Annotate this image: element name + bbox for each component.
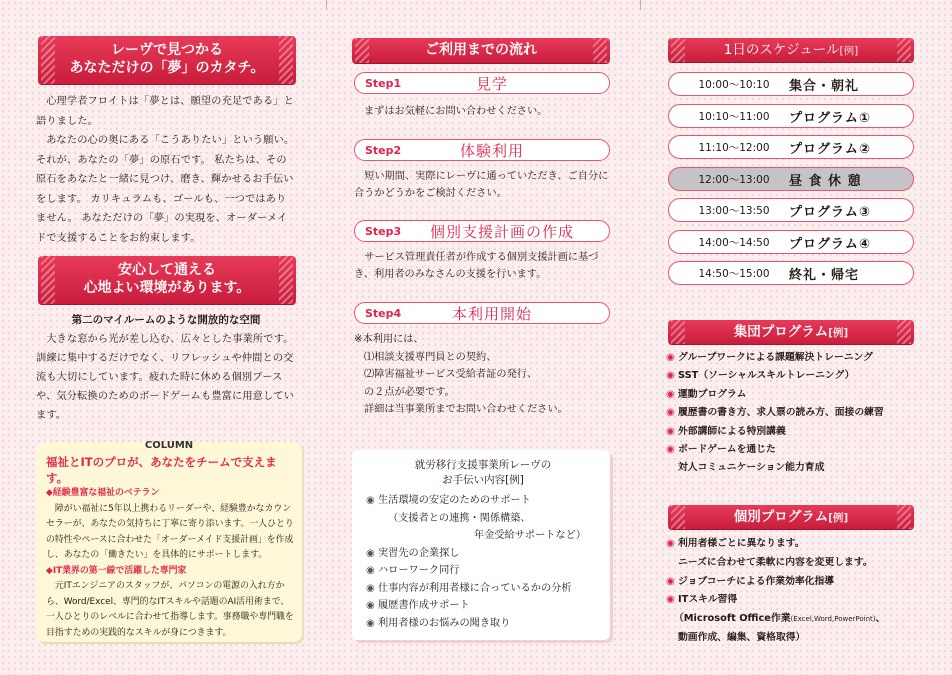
schedule-time: 14:50～15:00 — [698, 267, 770, 280]
indiv-item-text: ジョブコーチによる作業効率化指導 — [678, 575, 835, 587]
schedule-time: 10:00～10:10 — [698, 78, 770, 91]
group-item — [666, 404, 928, 422]
group-item — [666, 441, 928, 459]
schedule-activity: プログラム① — [789, 110, 871, 126]
group-item — [666, 367, 928, 385]
group-item-text: 運動プログラム — [678, 388, 747, 400]
support-item-text: 履歴書作成サポート — [378, 600, 470, 611]
bullet-icon: ◉ — [366, 495, 375, 506]
indiv-item — [666, 535, 928, 554]
note-line-2: ⑴相談支援専門員との契約、 — [364, 351, 497, 363]
usage-note — [354, 331, 612, 419]
support-item-text: 生活環境の安定のためのサポート — [378, 495, 531, 506]
heading-env-line2: 心地よい環境があります。 — [83, 280, 251, 296]
heading-env-line1: 安心して通える — [118, 262, 216, 278]
bullet-icon: ◉ — [666, 594, 675, 606]
bullet-icon: ◉ — [666, 370, 675, 382]
support-item-text: 実習先の企業探し — [378, 547, 460, 559]
bullet-icon: ◉ — [666, 575, 675, 587]
note-line-4: の２点が必要です。 — [364, 386, 455, 398]
step-2 — [354, 139, 610, 161]
group-item-text: SST（ソーシャルスキルトレーニング） — [678, 370, 855, 382]
step-3-title: 個別支援計画の作成 — [429, 222, 574, 241]
indiv-it-text: （Microsoft Office作業 — [674, 613, 791, 625]
env-subtitle: 第二のマイルームのような開放的な空間 — [71, 314, 261, 326]
indiv-it-apps: (Excel,Word,PowerPoint) — [790, 615, 876, 624]
schedule-activity: 集合・朝礼 — [789, 78, 860, 94]
column-item2-head: ◆IT業界の第一線で活躍した専門家 — [46, 565, 187, 576]
schedule-activity: プログラム③ — [789, 204, 871, 220]
heading-environment — [38, 256, 296, 304]
heading-individual-program — [668, 505, 914, 529]
heading-dream — [38, 36, 296, 84]
group-item — [666, 349, 928, 367]
indiv-item-continuation: ニーズに合わせて柔軟に内容を変更します。 — [678, 556, 873, 568]
schedule-activity: プログラム④ — [789, 236, 871, 252]
bullet-icon: ◉ — [666, 388, 675, 400]
step-2-desc: 短い期間、実際にレーヴに通っていただき、ご自分に合うかどうかをご検討ください。 — [354, 171, 609, 199]
group-item-text: 履歴書の書き方、求人票の読み方、面接の練習 — [678, 407, 884, 419]
group-program-list — [666, 349, 928, 478]
column-box — [36, 442, 302, 642]
step-3-number: Step3 — [365, 224, 402, 238]
intro-paragraph-1: 心理学者フロイトは「夢とは、願望の充足である」と語りました。 — [36, 96, 294, 127]
heading-dream-line1: レーヴで見つかる — [111, 42, 223, 58]
step-3 — [354, 220, 610, 242]
group-item-text: グループワークによる課題解決トレーニング — [678, 352, 873, 363]
column-title: 福祉とITのプロが、あなたをチームで支えます。 — [46, 455, 277, 485]
indiv-item-text: 利用者様ごとに異なります。 — [678, 538, 805, 549]
schedule-activity: プログラム② — [789, 141, 871, 157]
heading-group-program — [668, 320, 914, 344]
bullet-icon: ◉ — [366, 600, 375, 611]
heading-flow-text: ご利用までの流れ — [425, 42, 537, 58]
step-1 — [354, 72, 610, 94]
support-title-line1: 就労移行支援事業所レーヴの — [414, 459, 552, 471]
heading-schedule-text: 1日のスケジュール — [723, 42, 840, 58]
heading-schedule-tag: [例] — [839, 45, 859, 57]
heading-indiv-text: 個別プログラム — [733, 509, 829, 525]
bullet-icon: ◉ — [366, 565, 375, 576]
heading-flow — [352, 38, 610, 63]
env-text: 大きな窓から光が差し込む、広々とした事業所です。訓練に集中するだけでなく、リフレッシュや仲間との交流も大切にしています。疲れた時に休める個別ブースや、気分転換のためのボードゲームも豊富に用意しています。 — [36, 334, 295, 421]
indiv-it-tail: 、 — [875, 613, 886, 625]
heading-indiv-tag: [例] — [828, 512, 849, 524]
group-item-continuation: 対人コミュニケーション能力育成 — [678, 462, 825, 474]
bullet-icon: ◉ — [666, 407, 675, 419]
heading-schedule — [668, 38, 914, 62]
heading-group-text: 集団プログラム — [733, 324, 829, 340]
support-item-text: ハローワーク同行 — [378, 565, 460, 576]
column-badge: COLUMN — [144, 440, 194, 451]
bullet-icon: ◉ — [666, 352, 675, 363]
support-item-text: 仕事内容が利用者様に合っているかの分析 — [378, 582, 572, 594]
support-item — [366, 615, 600, 633]
indiv-it-detail-line1 — [666, 610, 928, 629]
intro-paragraph-2: あなたの心の奥にある「こうありたい」という願い。それが、あなたの「夢」の原石です。 私たちは、その原石をあなたと一緒に見つけ、磨き、輝かせるお手伝いをします。 カリキュラムも、ゴールも、一つではありません。 あなただけの「夢」の実現を、オーダーメイドで支援することをお約束します。 — [36, 135, 295, 244]
heading-group-tag: [例] — [828, 327, 849, 339]
heading-dream-line2: あなただけの「夢」のカタチ。 — [69, 60, 265, 76]
note-line-3: ⑵障害福祉サービス受給者証の発行、 — [364, 369, 538, 380]
indiv-it-detail-line2: 動画作成、編集、資格取得） — [678, 631, 806, 643]
support-item — [366, 580, 600, 598]
step-1-number: Step1 — [365, 76, 402, 90]
column-item2-text: 元ITエンジニアのスタッフが、パソコンの電源の入れ方から、Word/Excel、専門的なITスキルや話題のAI活用術まで、一人ひとりのレベルに合わせて指導します。事務職や専門職を目指すための実践的なスキルが身につきます。 — [46, 581, 294, 638]
group-item-text: ボードゲームを通じた — [678, 444, 776, 456]
column-item1-head: ◆経験豊富な福祉のベテラン — [46, 488, 160, 498]
note-line-5: 詳細は当事業所までお問い合わせください。 — [364, 404, 568, 415]
bullet-icon: ◉ — [366, 582, 375, 594]
support-item — [366, 597, 600, 615]
support-title-line2: お手伝い内容[例] — [442, 474, 524, 486]
support-box — [352, 450, 610, 640]
step-4 — [354, 302, 610, 324]
schedule-row — [668, 104, 914, 128]
bullet-icon: ◉ — [666, 538, 675, 549]
support-item — [366, 492, 600, 510]
bullet-icon: ◉ — [666, 425, 675, 437]
step-2-title: 体験利用 — [459, 141, 524, 160]
step-3-desc: サービス管理責任者が作成する個別支援計画に基づき、利用者のみなさんの支援を行います。 — [354, 252, 599, 280]
group-item — [666, 386, 928, 404]
schedule-row — [668, 261, 914, 285]
individual-program-list — [666, 535, 928, 648]
schedule-activity: 昼 食 休 憩 — [789, 173, 862, 189]
fold-mark-right — [640, 0, 641, 10]
schedule-row — [668, 230, 914, 254]
schedule-time: 13:00～13:50 — [698, 204, 770, 217]
intro-text — [36, 92, 296, 248]
schedule-time: 14:00～14:50 — [698, 236, 770, 249]
support-item — [366, 562, 600, 580]
support-item-text: 利用者様のお悩みの聞き取り — [378, 617, 511, 629]
schedule-row — [668, 72, 914, 96]
support-item-sub1: （支援者との連携・関係構築、 — [388, 512, 531, 524]
step-4-number: Step4 — [365, 306, 402, 320]
step-2-number: Step2 — [365, 143, 402, 157]
bullet-icon: ◉ — [366, 617, 375, 629]
group-item-text: 外部講師による特別講義 — [678, 425, 786, 437]
support-item — [366, 545, 600, 563]
schedule-time: 11:10～12:00 — [698, 141, 770, 154]
indiv-item — [666, 573, 928, 592]
schedule-row — [668, 198, 914, 222]
schedule-row-lunch — [668, 167, 914, 191]
bullet-icon: ◉ — [366, 547, 375, 559]
note-line-1: ※本利用には、 — [354, 334, 424, 345]
step-4-title: 本利用開始 — [451, 304, 532, 323]
group-item — [666, 423, 928, 441]
step-1-title: 見学 — [475, 74, 508, 93]
fold-mark-left — [326, 0, 327, 10]
schedule-time: 12:00～13:00 — [698, 173, 770, 186]
bullet-icon: ◉ — [666, 444, 675, 456]
schedule-time: 10:10～11:00 — [698, 110, 770, 123]
support-item-sub2: 年金受給サポートなど） — [474, 530, 587, 541]
indiv-item-text: ITスキル習得 — [678, 594, 738, 606]
support-list — [366, 492, 600, 632]
schedule-row — [668, 135, 914, 159]
schedule-activity: 終礼・帰宅 — [789, 267, 860, 283]
column-item1-text: 障がい福祉に5年以上携わるリーダーや、経験豊かなカウンセラーが、あなたの気持ちに丁寧に寄り添います。一人ひとりの特性やペースに合わせた「オーダーメイド支援計画」を作成し、あなたの「働きたい」を具体的にサポートします。 — [46, 503, 294, 560]
indiv-item — [666, 591, 928, 610]
step-1-desc: まずはお気軽にお問い合わせください。 — [364, 106, 548, 117]
